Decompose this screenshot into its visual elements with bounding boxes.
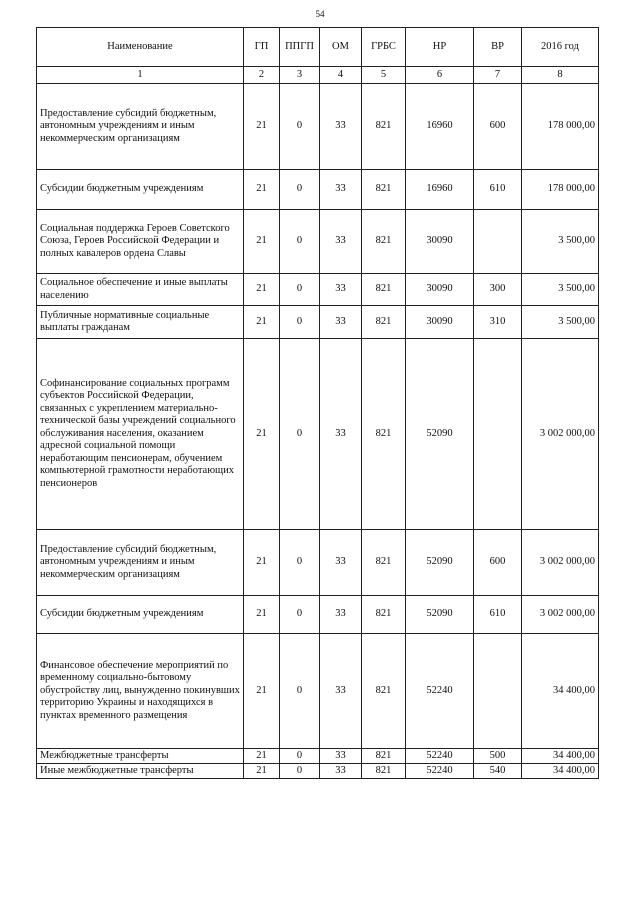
header-nr: НР <box>406 28 474 67</box>
cell-ppgp: 0 <box>280 530 320 596</box>
table-row <box>37 596 599 634</box>
cell-gp: 21 <box>244 530 280 596</box>
cell-nr: 16960 <box>406 84 474 170</box>
cell-vr <box>474 339 522 530</box>
cell-vr: 610 <box>474 596 522 634</box>
cell-grbs: 821 <box>362 634 406 749</box>
column-number: 2 <box>244 67 280 84</box>
cell-amount: 34 400,00 <box>522 764 599 779</box>
cell-name: Социальная поддержка Героев Советского Союза, Героев Российской Федерации и полных кавалеров ордена Славы <box>37 210 244 274</box>
column-number: 3 <box>280 67 320 84</box>
cell-ppgp: 0 <box>280 339 320 530</box>
column-number: 4 <box>320 67 362 84</box>
cell-grbs: 821 <box>362 339 406 530</box>
cell-amount: 3 500,00 <box>522 274 599 306</box>
cell-nr: 52240 <box>406 764 474 779</box>
table-row <box>37 764 599 779</box>
column-number: 1 <box>37 67 244 84</box>
cell-vr: 310 <box>474 306 522 339</box>
cell-ppgp: 0 <box>280 170 320 210</box>
header-vr: ВР <box>474 28 522 67</box>
cell-ppgp: 0 <box>280 210 320 274</box>
column-number: 8 <box>522 67 599 84</box>
cell-gp: 21 <box>244 764 280 779</box>
table-row <box>37 749 599 764</box>
column-number-row <box>37 67 599 84</box>
table-row <box>37 274 599 306</box>
cell-gp: 21 <box>244 634 280 749</box>
cell-name: Софинансирование социальных программ субъектов Российской Федерации, связанных с укреплением материально-технической базы учреждений социального обслуживания населения, оказанием адресной социальной помощи неработающим пенсионерам, обучением компьютерной грамотности неработающих пенсионеров <box>37 339 244 530</box>
cell-grbs: 821 <box>362 749 406 764</box>
page-number: 54 <box>315 9 325 19</box>
cell-om: 33 <box>320 749 362 764</box>
cell-name: Субсидии бюджетным учреждениям <box>37 170 244 210</box>
cell-ppgp: 0 <box>280 749 320 764</box>
cell-nr: 30090 <box>406 306 474 339</box>
header-name: Наименование <box>37 28 244 67</box>
column-number: 7 <box>474 67 522 84</box>
cell-gp: 21 <box>244 170 280 210</box>
header-year: 2016 год <box>522 28 599 67</box>
cell-vr: 500 <box>474 749 522 764</box>
cell-amount: 178 000,00 <box>522 170 599 210</box>
cell-grbs: 821 <box>362 596 406 634</box>
cell-nr: 52240 <box>406 634 474 749</box>
header-om: ОМ <box>320 28 362 67</box>
cell-ppgp: 0 <box>280 306 320 339</box>
cell-vr: 600 <box>474 84 522 170</box>
budget-table <box>36 27 599 779</box>
cell-om: 33 <box>320 530 362 596</box>
table-row <box>37 530 599 596</box>
table-row <box>37 306 599 339</box>
cell-nr: 52090 <box>406 596 474 634</box>
cell-gp: 21 <box>244 274 280 306</box>
table-row <box>37 339 599 530</box>
cell-amount: 34 400,00 <box>522 634 599 749</box>
cell-amount: 34 400,00 <box>522 749 599 764</box>
cell-grbs: 821 <box>362 530 406 596</box>
cell-vr <box>474 210 522 274</box>
cell-om: 33 <box>320 306 362 339</box>
cell-amount: 3 002 000,00 <box>522 530 599 596</box>
cell-name: Публичные нормативные социальные выплаты гражданам <box>37 306 244 339</box>
cell-nr: 16960 <box>406 170 474 210</box>
cell-grbs: 821 <box>362 210 406 274</box>
cell-amount: 178 000,00 <box>522 84 599 170</box>
cell-om: 33 <box>320 634 362 749</box>
cell-ppgp: 0 <box>280 764 320 779</box>
cell-amount: 3 002 000,00 <box>522 339 599 530</box>
cell-om: 33 <box>320 170 362 210</box>
header-row <box>37 28 599 67</box>
header-ppgp: ППГП <box>280 28 320 67</box>
table-row <box>37 84 599 170</box>
cell-gp: 21 <box>244 306 280 339</box>
cell-name: Социальное обеспечение и иные выплаты населению <box>37 274 244 306</box>
cell-name: Финансовое обеспечение мероприятий по временному социально-бытовому обустройству лиц, вынужденно покинувших территорию Украины и находящихся в пунктах временного размещения <box>37 634 244 749</box>
column-number: 6 <box>406 67 474 84</box>
cell-name: Иные межбюджетные трансферты <box>37 764 244 779</box>
cell-amount: 3 002 000,00 <box>522 596 599 634</box>
cell-om: 33 <box>320 764 362 779</box>
cell-gp: 21 <box>244 84 280 170</box>
cell-name: Межбюджетные трансферты <box>37 749 244 764</box>
cell-grbs: 821 <box>362 306 406 339</box>
cell-nr: 52240 <box>406 749 474 764</box>
cell-gp: 21 <box>244 596 280 634</box>
cell-om: 33 <box>320 596 362 634</box>
table-row <box>37 170 599 210</box>
cell-vr: 540 <box>474 764 522 779</box>
cell-grbs: 821 <box>362 764 406 779</box>
cell-vr: 300 <box>474 274 522 306</box>
cell-ppgp: 0 <box>280 274 320 306</box>
cell-ppgp: 0 <box>280 596 320 634</box>
cell-om: 33 <box>320 84 362 170</box>
cell-nr: 52090 <box>406 339 474 530</box>
cell-grbs: 821 <box>362 274 406 306</box>
cell-om: 33 <box>320 210 362 274</box>
cell-vr: 610 <box>474 170 522 210</box>
table-row <box>37 634 599 749</box>
cell-nr: 30090 <box>406 274 474 306</box>
cell-name: Предоставление субсидий бюджетным, автономным учреждениям и иным некоммерческим организациям <box>37 84 244 170</box>
header-grbs: ГРБС <box>362 28 406 67</box>
column-number: 5 <box>362 67 406 84</box>
cell-gp: 21 <box>244 749 280 764</box>
cell-vr: 600 <box>474 530 522 596</box>
cell-grbs: 821 <box>362 170 406 210</box>
cell-nr: 52090 <box>406 530 474 596</box>
cell-amount: 3 500,00 <box>522 210 599 274</box>
table-row <box>37 210 599 274</box>
cell-name: Субсидии бюджетным учреждениям <box>37 596 244 634</box>
cell-gp: 21 <box>244 339 280 530</box>
cell-gp: 21 <box>244 210 280 274</box>
cell-amount: 3 500,00 <box>522 306 599 339</box>
cell-om: 33 <box>320 274 362 306</box>
cell-nr: 30090 <box>406 210 474 274</box>
cell-grbs: 821 <box>362 84 406 170</box>
cell-name: Предоставление субсидий бюджетным, автономным учреждениям и иным некоммерческим организациям <box>37 530 244 596</box>
cell-ppgp: 0 <box>280 84 320 170</box>
header-gp: ГП <box>244 28 280 67</box>
cell-vr <box>474 634 522 749</box>
cell-ppgp: 0 <box>280 634 320 749</box>
cell-om: 33 <box>320 339 362 530</box>
